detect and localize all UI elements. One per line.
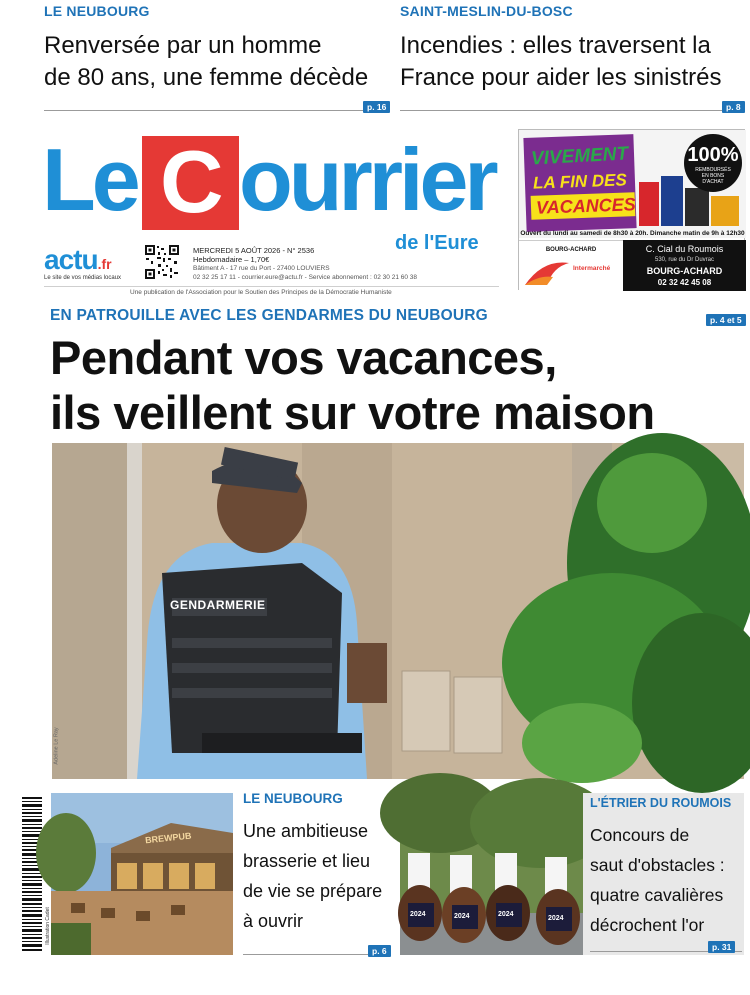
ad-store-center: C. Cial du Roumois xyxy=(645,244,724,254)
main-headline[interactable] xyxy=(50,330,745,440)
ad-headline-3: VACANCES xyxy=(535,194,636,218)
actu-tagline: Le site de vos médias locaux xyxy=(44,275,122,281)
bottom-left-kicker: LE NEUBOURG xyxy=(243,791,343,806)
ad-store-left-city: BOURG-ACHARD xyxy=(545,247,597,253)
ad-badge-text: REMBOURSÉS EN BONS D'ACHAT xyxy=(695,167,731,185)
top-left-title-line2: de 80 ans, une femme décède xyxy=(44,64,369,91)
brasserie-illustration xyxy=(51,793,233,955)
top-right-page-tag[interactable]: p. 8 xyxy=(722,101,745,113)
bottom-left-title-line1: Une ambitieuse xyxy=(243,821,369,841)
top-left-page-tag[interactable]: p. 16 xyxy=(363,101,390,113)
top-right-kicker: SAINT-MESLIN-DU-BOSC xyxy=(400,3,573,19)
bottom-left-title-line3: de vie se prépare xyxy=(243,881,383,901)
ad-headline-2: LA FIN DES xyxy=(532,170,628,193)
qr-code-icon[interactable] xyxy=(144,244,180,280)
ad-product-4 xyxy=(711,196,739,226)
ad-product-1 xyxy=(639,182,659,226)
vest-label: GENDARMERIE xyxy=(170,598,266,612)
top-right-title-line1: Incendies : elles traversent la xyxy=(400,32,711,59)
ad-badge xyxy=(684,134,742,192)
horses-photo[interactable] xyxy=(400,793,583,955)
horses-illustration xyxy=(400,793,583,955)
bottom-right-title[interactable] xyxy=(590,820,742,940)
ad-store-right xyxy=(623,240,746,291)
main-headline-line1: Pendant vos vacances, xyxy=(50,331,557,384)
bottom-left-title-line2: brasserie et lieu xyxy=(243,851,371,871)
ad-headline-1: VIVEMENT xyxy=(530,143,629,170)
actu-logo[interactable] xyxy=(44,244,112,276)
intermarche-logo-icon xyxy=(523,257,571,287)
ad-badge-percent: 100% xyxy=(687,144,739,166)
masthead-subtitle: de l'Eure xyxy=(395,232,479,254)
ad-store-left xyxy=(519,240,623,291)
publisher-line: Une publication de l'Association pour le Soutien des Principes de la Démocratie Humaniste xyxy=(130,289,392,296)
barcode-icon xyxy=(22,795,42,955)
masthead-info xyxy=(193,246,513,282)
masthead-rule xyxy=(44,286,499,287)
freq-line: Hebdomadaire – 1,70€ xyxy=(193,255,270,264)
main-kicker: EN PATROUILLE AVEC LES GENDARMES DU NEUBOURG xyxy=(50,307,488,324)
top-left-title[interactable] xyxy=(44,30,394,94)
bottom-left-page-tag[interactable]: p. 6 xyxy=(368,945,391,957)
top-left-rule xyxy=(44,110,389,111)
advertisement[interactable] xyxy=(518,129,745,290)
horse-blanket-4: 2024 xyxy=(548,915,564,922)
ad-store-address: 530, rue du Dr Duvrac xyxy=(654,257,715,263)
address-line: Bâtiment A - 17 rue du Port - 27400 LOUVIERS xyxy=(193,265,330,272)
main-photo-illustration xyxy=(52,443,744,779)
actu-logo-fr: .fr xyxy=(97,256,112,272)
top-right-title[interactable] xyxy=(400,30,745,94)
bottom-right-title-line3: quatre cavalières xyxy=(590,885,724,905)
horse-blanket-1: 2024 xyxy=(410,911,426,918)
brasserie-photo-credit: Illustration Cadet xyxy=(44,907,51,945)
top-left-title-line1: Renversée par un homme xyxy=(44,32,322,59)
brasserie-photo[interactable] xyxy=(44,793,233,955)
bottom-right-page-tag[interactable]: p. 31 xyxy=(708,941,735,953)
bottom-right-title-line4: décrochent l'or xyxy=(590,915,705,935)
bottom-right-kicker: L'ÉTRIER DU ROUMOIS xyxy=(590,796,732,810)
main-page-tag[interactable]: p. 4 et 5 xyxy=(706,314,746,326)
brewpub-sign: BREWPUB xyxy=(144,830,192,846)
ad-product-2 xyxy=(661,176,683,226)
bottom-left-title-line4: à ouvrir xyxy=(243,911,304,931)
contact-line: 02 32 25 17 11 - courrier.eure@actu.fr - Service abonnement : 02 30 21 60 38 xyxy=(193,274,418,281)
masthead-c-box xyxy=(142,132,239,231)
ad-store-brand: Intermarché xyxy=(573,265,611,272)
top-right-rule xyxy=(400,110,743,111)
main-photo-credit: Adeline Le Ray xyxy=(53,727,60,765)
actu-logo-text: actu xyxy=(44,244,98,275)
ad-hours: Ouvert du lundi au samedi de 8h30 à 20h. Dimanche matin de 9h à 12h30 xyxy=(520,230,745,237)
masthead-ourrier: ourrier xyxy=(239,130,495,229)
top-left-kicker: LE NEUBOURG xyxy=(44,3,150,19)
ad-store-city: BOURG-ACHARD xyxy=(646,266,723,276)
ad-product-3 xyxy=(685,188,709,226)
main-headline-line2: ils veillent sur votre maison xyxy=(50,386,655,439)
bottom-right-title-line1: Concours de xyxy=(590,825,690,845)
horse-blanket-3: 2024 xyxy=(498,911,514,918)
masthead-le: Le xyxy=(42,130,137,229)
horse-blanket-2: 2024 xyxy=(454,913,470,920)
main-photo[interactable] xyxy=(52,443,744,779)
masthead-c: C xyxy=(160,132,224,231)
bottom-right-title-line2: saut d'obstacles : xyxy=(590,855,725,875)
ad-store-phone: 02 32 42 45 08 xyxy=(657,278,712,287)
top-right-title-line2: France pour aider les sinistrés xyxy=(400,64,722,91)
date-line: MERCREDI 5 AOÛT 2026 - N° 2536 xyxy=(193,246,315,255)
bottom-left-title[interactable] xyxy=(243,816,393,936)
masthead-logo[interactable] xyxy=(42,130,502,234)
